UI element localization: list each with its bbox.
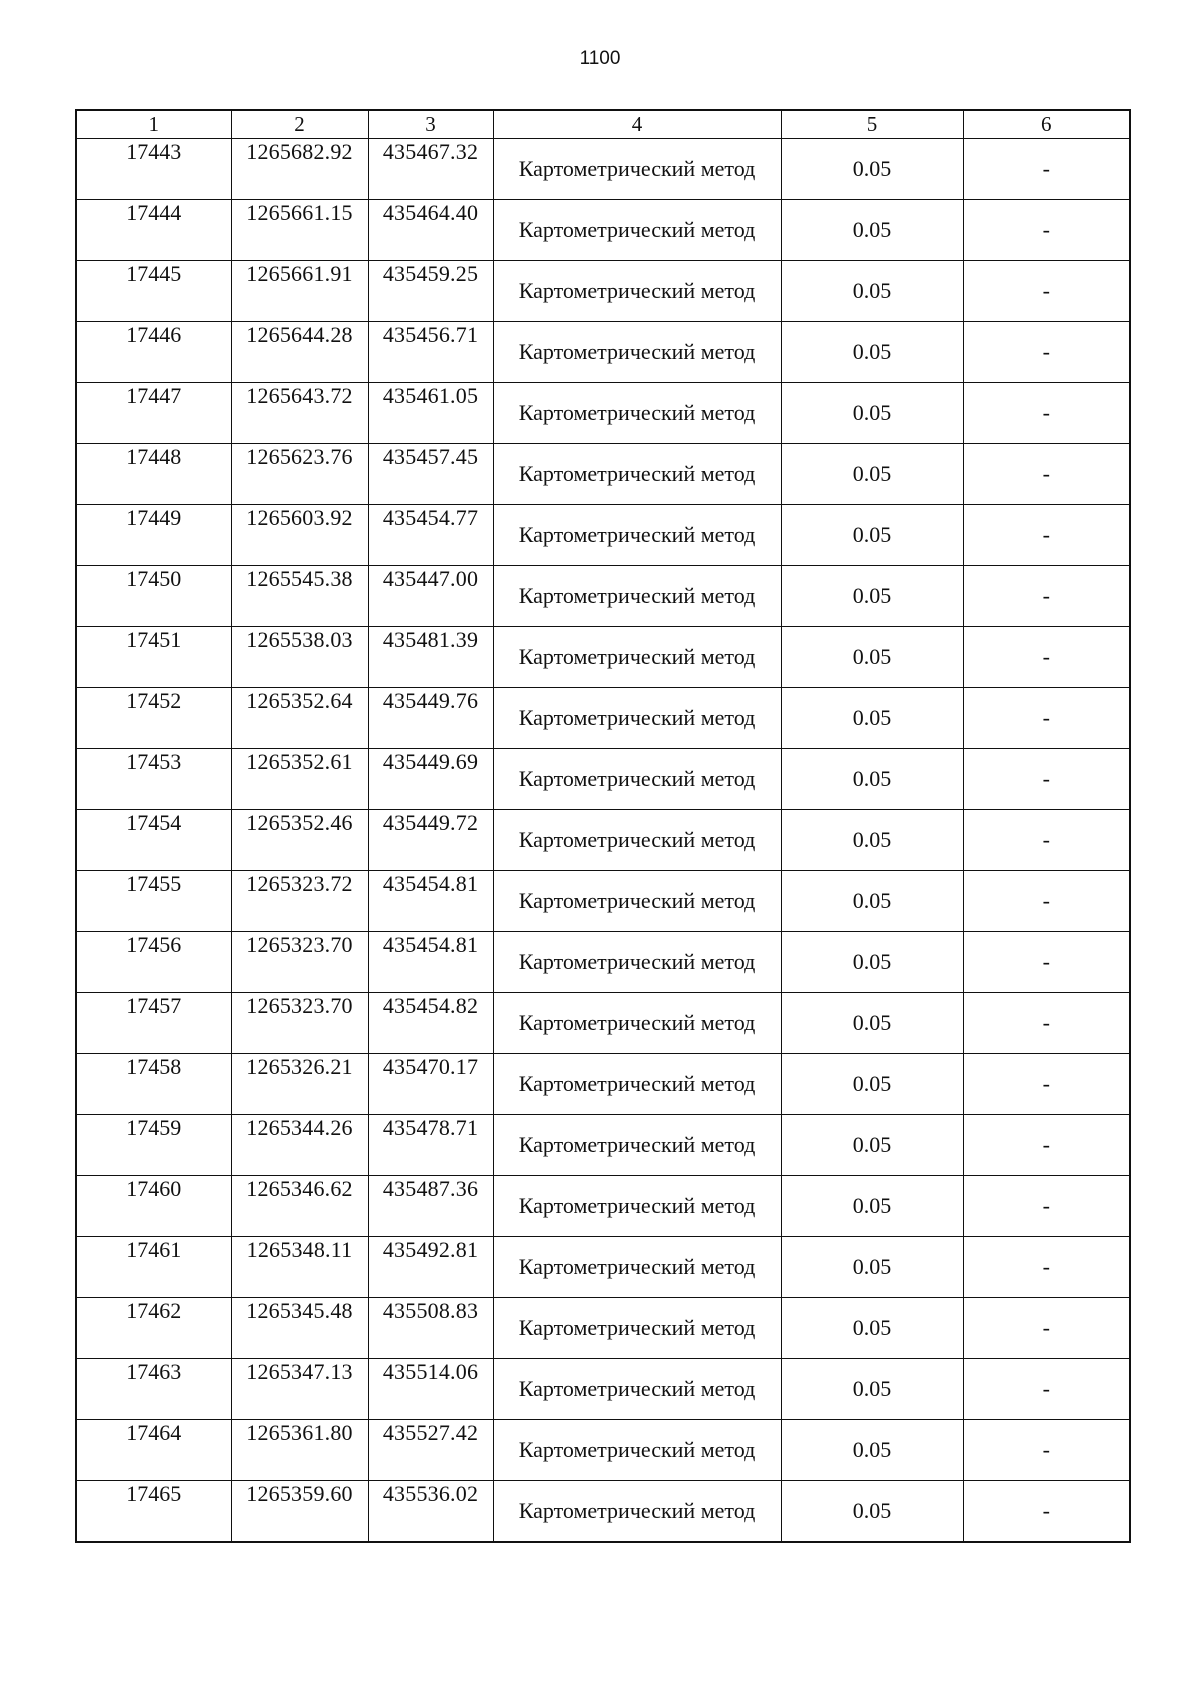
note-cell: - <box>963 505 1130 566</box>
y-coordinate-cell: 435461.05 <box>368 383 493 444</box>
note-cell: - <box>963 1359 1130 1420</box>
point-number-cell: 17457 <box>76 993 231 1054</box>
accuracy-cell: 0.05 <box>781 627 963 688</box>
x-coordinate-cell: 1265359.60 <box>231 1481 368 1543</box>
x-coordinate-cell: 1265644.28 <box>231 322 368 383</box>
accuracy-cell: 0.05 <box>781 810 963 871</box>
accuracy-cell: 0.05 <box>781 383 963 444</box>
note-cell: - <box>963 444 1130 505</box>
column-header: 1 <box>76 110 231 139</box>
note-cell: - <box>963 200 1130 261</box>
note-cell: - <box>963 1115 1130 1176</box>
point-number-cell: 17462 <box>76 1298 231 1359</box>
y-coordinate-cell: 435454.81 <box>368 871 493 932</box>
table-row <box>76 1054 1130 1115</box>
table-row <box>76 871 1130 932</box>
point-number-cell: 17455 <box>76 871 231 932</box>
method-cell: Картометрический метод <box>493 627 781 688</box>
accuracy-cell: 0.05 <box>781 932 963 993</box>
point-number-cell: 17443 <box>76 139 231 200</box>
column-header: 5 <box>781 110 963 139</box>
point-number-cell: 17460 <box>76 1176 231 1237</box>
x-coordinate-cell: 1265346.62 <box>231 1176 368 1237</box>
x-coordinate-cell: 1265323.70 <box>231 993 368 1054</box>
x-coordinate-cell: 1265361.80 <box>231 1420 368 1481</box>
point-number-cell: 17448 <box>76 444 231 505</box>
x-coordinate-cell: 1265682.92 <box>231 139 368 200</box>
point-number-cell: 17458 <box>76 1054 231 1115</box>
table-row <box>76 627 1130 688</box>
column-header: 4 <box>493 110 781 139</box>
method-cell: Картометрический метод <box>493 200 781 261</box>
table-row <box>76 1481 1130 1543</box>
table-row <box>76 444 1130 505</box>
point-number-cell: 17456 <box>76 932 231 993</box>
accuracy-cell: 0.05 <box>781 1420 963 1481</box>
column-header: 3 <box>368 110 493 139</box>
x-coordinate-cell: 1265345.48 <box>231 1298 368 1359</box>
method-cell: Картометрический метод <box>493 444 781 505</box>
note-cell: - <box>963 810 1130 871</box>
point-number-cell: 17446 <box>76 322 231 383</box>
y-coordinate-cell: 435457.45 <box>368 444 493 505</box>
method-cell: Картометрический метод <box>493 993 781 1054</box>
y-coordinate-cell: 435459.25 <box>368 261 493 322</box>
accuracy-cell: 0.05 <box>781 200 963 261</box>
accuracy-cell: 0.05 <box>781 1054 963 1115</box>
point-number-cell: 17449 <box>76 505 231 566</box>
table-row <box>76 261 1130 322</box>
table-row <box>76 322 1130 383</box>
y-coordinate-cell: 435514.06 <box>368 1359 493 1420</box>
point-number-cell: 17451 <box>76 627 231 688</box>
table-row <box>76 932 1130 993</box>
y-coordinate-cell: 435508.83 <box>368 1298 493 1359</box>
column-header: 2 <box>231 110 368 139</box>
method-cell: Картометрический метод <box>493 1420 781 1481</box>
y-coordinate-cell: 435527.42 <box>368 1420 493 1481</box>
table-row <box>76 749 1130 810</box>
table-body <box>76 139 1130 1543</box>
x-coordinate-cell: 1265323.72 <box>231 871 368 932</box>
point-number-cell: 17453 <box>76 749 231 810</box>
y-coordinate-cell: 435454.77 <box>368 505 493 566</box>
point-number-cell: 17464 <box>76 1420 231 1481</box>
x-coordinate-cell: 1265344.26 <box>231 1115 368 1176</box>
table-row <box>76 1237 1130 1298</box>
y-coordinate-cell: 435467.32 <box>368 139 493 200</box>
y-coordinate-cell: 435447.00 <box>368 566 493 627</box>
accuracy-cell: 0.05 <box>781 1481 963 1543</box>
table-row <box>76 688 1130 749</box>
note-cell: - <box>963 261 1130 322</box>
method-cell: Картометрический метод <box>493 1054 781 1115</box>
x-coordinate-cell: 1265326.21 <box>231 1054 368 1115</box>
x-coordinate-cell: 1265347.13 <box>231 1359 368 1420</box>
x-coordinate-cell: 1265352.61 <box>231 749 368 810</box>
table-row <box>76 1359 1130 1420</box>
note-cell: - <box>963 993 1130 1054</box>
point-number-cell: 17450 <box>76 566 231 627</box>
y-coordinate-cell: 435456.71 <box>368 322 493 383</box>
y-coordinate-cell: 435492.81 <box>368 1237 493 1298</box>
accuracy-cell: 0.05 <box>781 1115 963 1176</box>
y-coordinate-cell: 435449.76 <box>368 688 493 749</box>
y-coordinate-cell: 435449.69 <box>368 749 493 810</box>
point-number-cell: 17465 <box>76 1481 231 1543</box>
method-cell: Картометрический метод <box>493 1237 781 1298</box>
note-cell: - <box>963 1176 1130 1237</box>
method-cell: Картометрический метод <box>493 1115 781 1176</box>
note-cell: - <box>963 139 1130 200</box>
point-number-cell: 17447 <box>76 383 231 444</box>
note-cell: - <box>963 1298 1130 1359</box>
method-cell: Картометрический метод <box>493 322 781 383</box>
method-cell: Картометрический метод <box>493 810 781 871</box>
point-number-cell: 17463 <box>76 1359 231 1420</box>
x-coordinate-cell: 1265352.46 <box>231 810 368 871</box>
table-row <box>76 505 1130 566</box>
method-cell: Картометрический метод <box>493 1176 781 1237</box>
accuracy-cell: 0.05 <box>781 505 963 566</box>
x-coordinate-cell: 1265545.38 <box>231 566 368 627</box>
note-cell: - <box>963 627 1130 688</box>
note-cell: - <box>963 1054 1130 1115</box>
accuracy-cell: 0.05 <box>781 1298 963 1359</box>
table-row <box>76 139 1130 200</box>
accuracy-cell: 0.05 <box>781 871 963 932</box>
accuracy-cell: 0.05 <box>781 322 963 383</box>
method-cell: Картометрический метод <box>493 749 781 810</box>
y-coordinate-cell: 435487.36 <box>368 1176 493 1237</box>
page-number: 1100 <box>579 48 621 69</box>
point-number-cell: 17445 <box>76 261 231 322</box>
table-row <box>76 383 1130 444</box>
table-header-row <box>76 110 1130 139</box>
method-cell: Картометрический метод <box>493 932 781 993</box>
table-row <box>76 1176 1130 1237</box>
point-number-cell: 17459 <box>76 1115 231 1176</box>
x-coordinate-cell: 1265661.15 <box>231 200 368 261</box>
accuracy-cell: 0.05 <box>781 566 963 627</box>
method-cell: Картометрический метод <box>493 1298 781 1359</box>
method-cell: Картометрический метод <box>493 1359 781 1420</box>
table-row <box>76 200 1130 261</box>
method-cell: Картометрический метод <box>493 688 781 749</box>
y-coordinate-cell: 435470.17 <box>368 1054 493 1115</box>
x-coordinate-cell: 1265323.70 <box>231 932 368 993</box>
note-cell: - <box>963 566 1130 627</box>
note-cell: - <box>963 1237 1130 1298</box>
x-coordinate-cell: 1265661.91 <box>231 261 368 322</box>
y-coordinate-cell: 435454.81 <box>368 932 493 993</box>
point-number-cell: 17444 <box>76 200 231 261</box>
x-coordinate-cell: 1265623.76 <box>231 444 368 505</box>
note-cell: - <box>963 932 1130 993</box>
table-row <box>76 810 1130 871</box>
x-coordinate-cell: 1265352.64 <box>231 688 368 749</box>
accuracy-cell: 0.05 <box>781 444 963 505</box>
point-number-cell: 17454 <box>76 810 231 871</box>
table-row <box>76 1420 1130 1481</box>
method-cell: Картометрический метод <box>493 383 781 444</box>
method-cell: Картометрический метод <box>493 1481 781 1543</box>
column-header: 6 <box>963 110 1130 139</box>
x-coordinate-cell: 1265538.03 <box>231 627 368 688</box>
method-cell: Картометрический метод <box>493 261 781 322</box>
y-coordinate-cell: 435454.82 <box>368 993 493 1054</box>
y-coordinate-cell: 435481.39 <box>368 627 493 688</box>
y-coordinate-cell: 435464.40 <box>368 200 493 261</box>
point-number-cell: 17461 <box>76 1237 231 1298</box>
y-coordinate-cell: 435478.71 <box>368 1115 493 1176</box>
x-coordinate-cell: 1265643.72 <box>231 383 368 444</box>
table-row <box>76 1298 1130 1359</box>
accuracy-cell: 0.05 <box>781 993 963 1054</box>
note-cell: - <box>963 322 1130 383</box>
method-cell: Картометрический метод <box>493 871 781 932</box>
method-cell: Картометрический метод <box>493 505 781 566</box>
note-cell: - <box>963 688 1130 749</box>
accuracy-cell: 0.05 <box>781 749 963 810</box>
accuracy-cell: 0.05 <box>781 261 963 322</box>
x-coordinate-cell: 1265348.11 <box>231 1237 368 1298</box>
method-cell: Картометрический метод <box>493 566 781 627</box>
note-cell: - <box>963 383 1130 444</box>
accuracy-cell: 0.05 <box>781 1359 963 1420</box>
table-row <box>76 566 1130 627</box>
y-coordinate-cell: 435449.72 <box>368 810 493 871</box>
note-cell: - <box>963 871 1130 932</box>
y-coordinate-cell: 435536.02 <box>368 1481 493 1543</box>
coordinates-table <box>75 109 1131 1543</box>
x-coordinate-cell: 1265603.92 <box>231 505 368 566</box>
accuracy-cell: 0.05 <box>781 1176 963 1237</box>
table-row <box>76 1115 1130 1176</box>
accuracy-cell: 0.05 <box>781 139 963 200</box>
point-number-cell: 17452 <box>76 688 231 749</box>
table-row <box>76 993 1130 1054</box>
method-cell: Картометрический метод <box>493 139 781 200</box>
accuracy-cell: 0.05 <box>781 1237 963 1298</box>
note-cell: - <box>963 749 1130 810</box>
note-cell: - <box>963 1481 1130 1543</box>
accuracy-cell: 0.05 <box>781 688 963 749</box>
note-cell: - <box>963 1420 1130 1481</box>
